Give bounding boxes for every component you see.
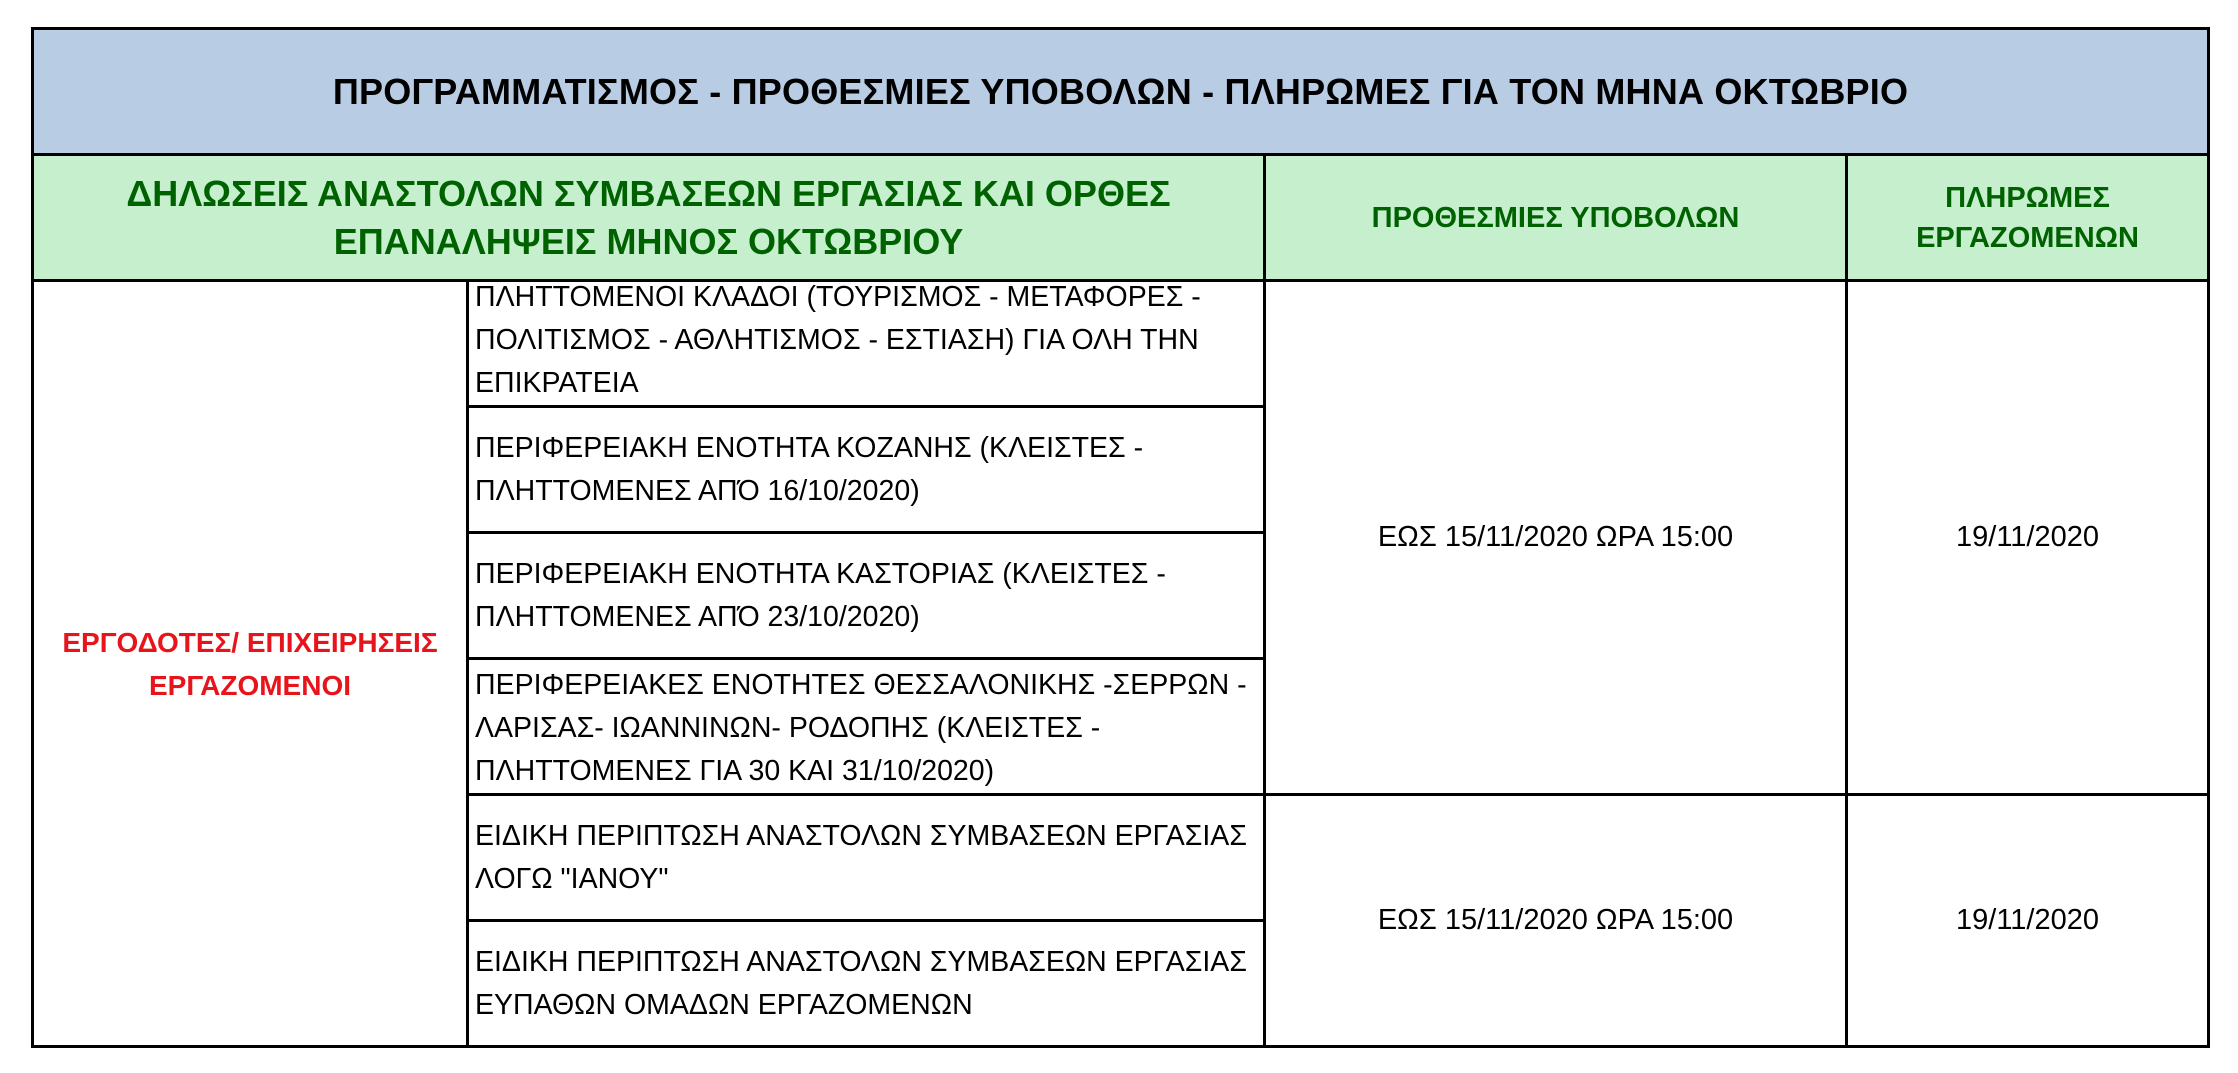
employers-label-line-1: ΕΡΓΟΔΟΤΕΣ/ ΕΠΙΧΕΙΡΗΣΕΙΣ bbox=[62, 626, 438, 658]
payments-header-line-1: ΠΛΗΡΩΜΕΣ bbox=[1945, 181, 2110, 214]
schedule-table bbox=[31, 27, 2210, 1048]
deadline-group-1: ΕΩΣ 15/11/2020 ΩΡΑ 15:00 bbox=[1265, 281, 1847, 795]
schedule-sheet bbox=[31, 27, 2207, 1040]
case-line: ΕΠΙΚΡΑΤΕΙΑ bbox=[475, 367, 639, 399]
case-line: ΠΟΛΙΤΙΣΜΟΣ - ΑΘΛΗΤΙΣΜΟΣ - ΕΣΤΙΑΣΗ) ΓΙΑ ΟΛΗ ΤΗΝ bbox=[475, 324, 1199, 356]
declarations-header-line-1: ΔΗΛΩΣΕΙΣ ΑΝΑΣΤΟΛΩΝ ΣΥΜΒΑΣΕΩΝ ΕΡΓΑΣΙΑΣ ΚΑΙ ΟΡΘΕΣ bbox=[126, 172, 1171, 214]
deadlines-header: ΠΡΟΘΕΣΜΙΕΣ ΥΠΟΒΟΛΩΝ bbox=[1265, 155, 1847, 281]
employers-label-line-2: ΕΡΓΑΖΟΜΕΝΟΙ bbox=[148, 669, 351, 701]
deadline-group-2: ΕΩΣ 15/11/2020 ΩΡΑ 15:00 bbox=[1265, 795, 1847, 1047]
case-line: ΠΛΗΤΤΟΜΕΝΟΙ ΚΛΑΔΟΙ (ΤΟΥΡΙΣΜΟΣ - ΜΕΤΑΦΟΡΕΣ - bbox=[475, 281, 1201, 313]
case-kastoria bbox=[468, 533, 1265, 659]
case-line: ΠΛΗΤΤΟΜΕΝΕΣ ΑΠΌ 23/10/2020) bbox=[475, 600, 920, 633]
case-ianos bbox=[468, 795, 1265, 921]
case-line: ΠΕΡΙΦΕΡΕΙΑΚΕΣ ΕΝΟΤΗΤΕΣ ΘΕΣΣΑΛΟΝΙΚΗΣ -ΣΕΡΡΩΝ - bbox=[475, 669, 1247, 701]
case-line: ΠΛΗΤΤΟΜΕΝΕΣ ΓΙΑ 30 ΚΑΙ 31/10/2020) bbox=[475, 755, 995, 787]
case-vulnerable-groups bbox=[468, 921, 1265, 1047]
header-row bbox=[33, 155, 2209, 281]
case-line: ΛΟΓΩ "ΙΑΝΟΥ" bbox=[475, 862, 669, 895]
case-line: ΛΑΡΙΣΑΣ- ΙΩΑΝΝΙΝΩΝ- ΡΟΔΟΠΗΣ (ΚΛΕΙΣΤΕΣ - bbox=[475, 712, 1101, 744]
table-row bbox=[33, 281, 2209, 407]
payments-header bbox=[1847, 155, 2209, 281]
case-thessaloniki-regions bbox=[468, 659, 1265, 795]
case-line: ΕΙΔΙΚΗ ΠΕΡΙΠΤΩΣΗ ΑΝΑΣΤΟΛΩΝ ΣΥΜΒΑΣΕΩΝ ΕΡΓΑΣΙΑΣ bbox=[475, 819, 1247, 852]
declarations-header bbox=[33, 155, 1265, 281]
case-line: ΠΕΡΙΦΕΡΕΙΑΚΗ ΕΝΟΤΗΤΑ ΚΑΣΤΟΡΙΑΣ (ΚΛΕΙΣΤΕΣ - bbox=[475, 557, 1166, 590]
payment-group-1: 19/11/2020 bbox=[1847, 281, 2209, 795]
employers-label bbox=[33, 281, 468, 1047]
case-line: ΕΙΔΙΚΗ ΠΕΡΙΠΤΩΣΗ ΑΝΑΣΤΟΛΩΝ ΣΥΜΒΑΣΕΩΝ ΕΡΓΑΣΙΑΣ bbox=[475, 945, 1247, 978]
case-affected-sectors bbox=[468, 281, 1265, 407]
payments-header-line-2: ΕΡΓΑΖΟΜΕΝΩΝ bbox=[1916, 221, 2139, 254]
payment-group-2: 19/11/2020 bbox=[1847, 795, 2209, 1047]
page-title: ΠΡΟΓΡΑΜΜΑΤΙΣΜΟΣ - ΠΡΟΘΕΣΜΙΕΣ ΥΠΟΒΟΛΩΝ - ΠΛΗΡΩΜΕΣ ΓΙΑ ΤΟΝ ΜΗΝΑ ΟΚΤΩΒΡΙΟ bbox=[33, 29, 2209, 155]
declarations-header-line-2: ΕΠΑΝΑΛΗΨΕΙΣ ΜΗΝΟΣ ΟΚΤΩΒΡΙΟΥ bbox=[333, 220, 964, 262]
case-kozani bbox=[468, 407, 1265, 533]
title-row bbox=[33, 29, 2209, 155]
case-line: ΕΥΠΑΘΩΝ ΟΜΑΔΩΝ ΕΡΓΑΖΟΜΕΝΩΝ bbox=[475, 988, 973, 1021]
case-line: ΠΕΡΙΦΕΡΕΙΑΚΗ ΕΝΟΤΗΤΑ ΚΟΖΑΝΗΣ (ΚΛΕΙΣΤΕΣ - bbox=[475, 431, 1144, 464]
case-line: ΠΛΗΤΤΟΜΕΝΕΣ ΑΠΌ 16/10/2020) bbox=[475, 474, 920, 507]
